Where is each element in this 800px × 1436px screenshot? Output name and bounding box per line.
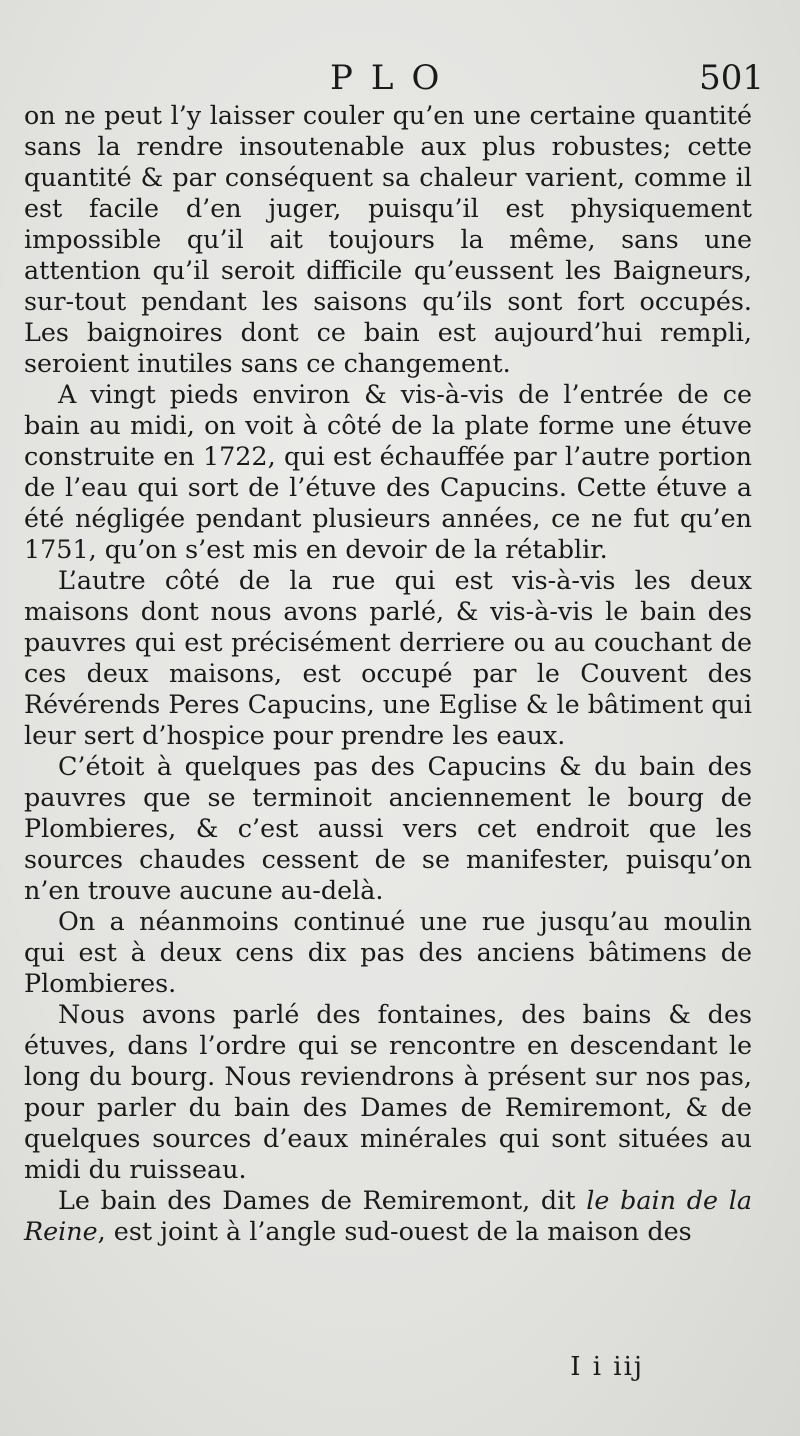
paragraph-moulin: On a néanmoins continué une rue jusqu’au moulin qui est à deux cens dix pas des anciens bâtimens de Plombieres. bbox=[24, 906, 752, 998]
text-segment: Le bain des Dames de Remiremont, dit bbox=[58, 1185, 587, 1215]
paragraph-etuve-1722: A vingt pieds environ & vis-à-vis de l’entrée de ce bain au midi, on voit à côté de la plate forme une étuve construite en 1722, qui est échauffée par l’autre portion de l’eau qui sort de l’étuve des Capucins. Cette étuve a été négligée pendant plusieurs années, ce ne fut qu’en 1751, qu’on s’est mis en devoir de la rétablir. bbox=[24, 379, 752, 564]
signature-mark: I i iij bbox=[570, 1352, 644, 1382]
paragraph-fontaines: Nous avons parlé des fontaines, des bains & des étuves, dans l’ordre qui se rencontre en descendant le long du bourg. Nous reviendrons à présent sur nos pas, pour parler du bain des Dames de Remiremont, & de quelques sources d’eaux minérales qui sont situées au midi du ruisseau. bbox=[24, 999, 752, 1184]
running-title: PLO bbox=[330, 58, 458, 98]
paragraph-continuation: on ne peut l’y laisser couler qu’en une certaine quantité sans la rendre insoutenable aux plus robustes; cette quantité & par conséquent sa chaleur varient, comme il est facile d’en juger, puisqu’il est physiquement impossible qu’il ait toujours la même, sans une attention qu’il seroit difficile qu’eussent les Baigneurs, sur-tout pendant les saisons qu’ils sont fort occupés. Les baignoires dont ce bain est aujourd’hui rempli, seroient inutiles sans ce changement. bbox=[24, 100, 752, 378]
page-number: 501 bbox=[699, 58, 764, 98]
text-segment: , est joint à l’angle sud-ouest de la maison des bbox=[97, 1216, 692, 1246]
page-header bbox=[0, 52, 800, 102]
italic-title: le bain de la Reine bbox=[24, 1185, 752, 1246]
paragraph-capucins-convent: L’autre côté de la rue qui est vis-à-vis les deux maisons dont nous avons parlé, & vis-à-vis le bain des pauvres qui est précisément derriere ou au couchant de ces deux maisons, est occupé par le Couvent des Révérends Peres Capucins, une Eglise & le bâtiment qui leur sert d’hospice pour prendre les eaux. bbox=[24, 565, 752, 750]
body-text bbox=[24, 100, 752, 1247]
paragraph-bain-dames bbox=[24, 1185, 752, 1247]
paragraph-bourg-limit: C’étoit à quelques pas des Capucins & du bain des pauvres que se terminoit anciennement le bourg de Plombieres, & c’est aussi vers cet endroit que les sources chaudes cessent de se manifester, puisqu’on n’en trouve aucune au-delà. bbox=[24, 751, 752, 905]
